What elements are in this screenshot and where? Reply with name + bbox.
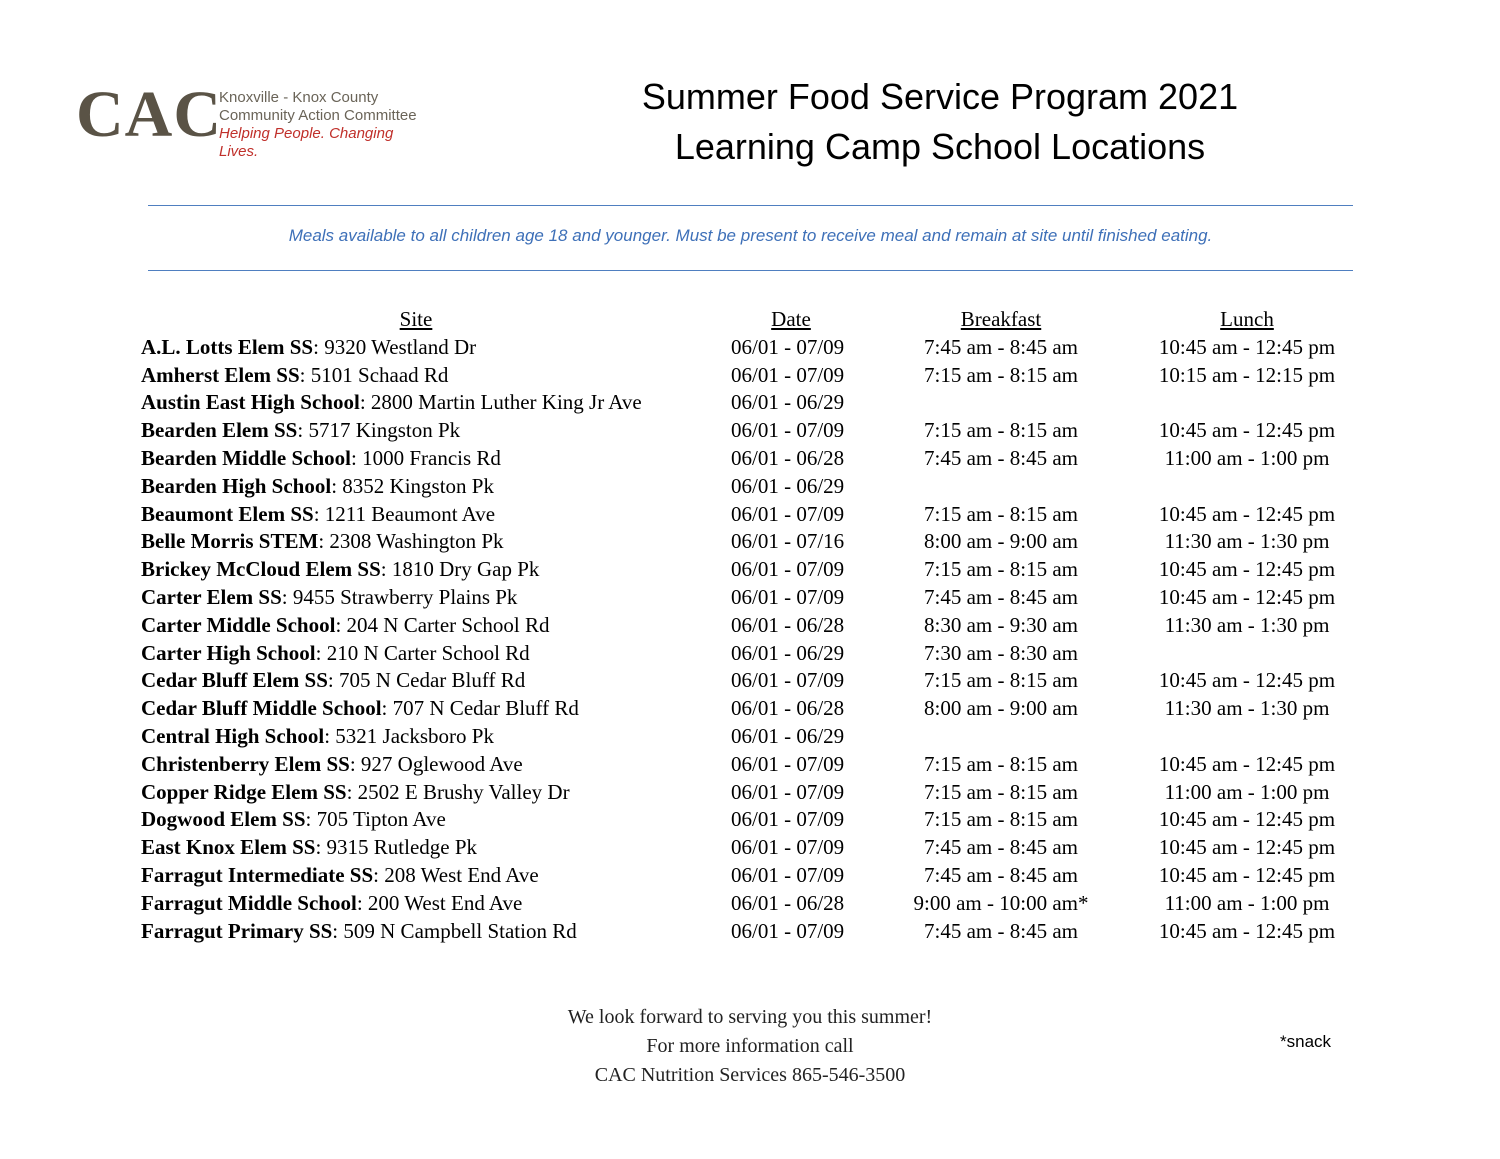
site-sep: : xyxy=(346,779,358,804)
site-address: 2502 E Brushy Valley Dr xyxy=(357,779,570,804)
site-cell xyxy=(141,862,539,890)
breakfast-cell: 8:30 am - 9:30 am xyxy=(924,612,1078,637)
lunch-cell: 10:45 am - 12:45 pm xyxy=(1158,334,1336,359)
site-sep: : xyxy=(359,390,371,415)
site-name: Carter Middle School xyxy=(141,612,336,637)
site-address: 8352 Kingston Pk xyxy=(342,473,494,498)
site-name: Farragut Intermediate SS xyxy=(141,862,374,887)
site-address: 9320 Westland Dr xyxy=(324,334,477,359)
site-sep: : xyxy=(313,501,325,526)
site-name: Austin East High School xyxy=(141,390,360,415)
site-cell xyxy=(141,834,477,862)
site-name: Cedar Bluff Middle School xyxy=(141,696,382,721)
site-cell xyxy=(141,528,504,556)
site-cell xyxy=(141,362,448,390)
site-cell xyxy=(141,918,577,946)
date-cell: 06/01 - 06/29 xyxy=(731,723,845,748)
logo-org-line2: Community Action Committee xyxy=(219,107,417,124)
table-row xyxy=(141,806,1371,834)
bottom-divider xyxy=(148,270,1353,271)
site-sep: : xyxy=(315,835,327,860)
site-name: Christenberry Elem SS xyxy=(141,751,350,776)
schedule-rows xyxy=(141,334,1371,946)
table-row xyxy=(141,473,1371,501)
site-sep: : xyxy=(318,529,330,554)
site-sep: : xyxy=(313,334,325,359)
site-address: 208 West End Ave xyxy=(384,862,539,887)
table-row xyxy=(141,890,1371,918)
breakfast-cell: 7:15 am - 8:15 am xyxy=(924,557,1078,582)
site-name: Copper Ridge Elem SS xyxy=(141,779,347,804)
site-sep: : xyxy=(332,918,344,943)
site-name: Farragut Primary SS xyxy=(141,918,333,943)
lunch-cell: 11:00 am - 1:00 pm xyxy=(1164,445,1330,470)
cac-logo xyxy=(76,78,436,160)
site-sep: : xyxy=(380,557,392,582)
footer-line-1: We look forward to serving you this summer! xyxy=(567,1006,933,1028)
lunch-cell: 10:45 am - 12:45 pm xyxy=(1158,557,1336,582)
table-row xyxy=(141,667,1371,695)
lunch-cell: 11:00 am - 1:00 pm xyxy=(1164,890,1330,915)
title-line-1: Summer Food Service Program 2021 xyxy=(641,76,1239,117)
date-cell: 06/01 - 06/28 xyxy=(731,890,845,915)
table-row xyxy=(141,640,1371,668)
site-cell xyxy=(141,445,501,473)
page-title xyxy=(560,72,1320,172)
breakfast-cell: 7:45 am - 8:45 am xyxy=(924,334,1078,359)
site-name: Bearden Elem SS xyxy=(141,418,298,443)
site-cell xyxy=(141,556,539,584)
lunch-cell: 10:45 am - 12:45 pm xyxy=(1158,862,1336,887)
site-cell xyxy=(141,334,476,362)
schedule-table xyxy=(141,306,1371,945)
site-sep: : xyxy=(299,362,311,387)
breakfast-cell: 8:00 am - 9:00 am xyxy=(924,696,1078,721)
site-cell xyxy=(141,723,494,751)
lunch-cell: 10:45 am - 12:45 pm xyxy=(1158,807,1336,832)
breakfast-cell: 7:15 am - 8:15 am xyxy=(924,807,1078,832)
table-row xyxy=(141,445,1371,473)
lunch-cell: 10:45 am - 12:45 pm xyxy=(1158,584,1336,609)
lunch-cell: 10:45 am - 12:45 pm xyxy=(1158,918,1336,943)
lunch-cell: 10:45 am - 12:45 pm xyxy=(1158,668,1336,693)
breakfast-cell: 9:00 am - 10:00 am* xyxy=(913,890,1089,915)
title-line-2: Learning Camp School Locations xyxy=(674,126,1206,167)
site-address: 1000 Francis Rd xyxy=(362,445,501,470)
logo-org-line1: Knoxville - Knox County xyxy=(219,89,379,106)
date-cell: 06/01 - 07/16 xyxy=(731,529,845,554)
table-row xyxy=(141,389,1371,417)
table-row xyxy=(141,834,1371,862)
site-sep: : xyxy=(351,445,363,470)
top-divider xyxy=(148,205,1353,206)
table-row xyxy=(141,528,1371,556)
site-sep: : xyxy=(331,473,343,498)
site-address: 5717 Kingston Pk xyxy=(308,418,461,443)
table-row xyxy=(141,334,1371,362)
breakfast-cell: 7:15 am - 8:15 am xyxy=(924,751,1078,776)
header-site: Site xyxy=(399,307,433,331)
date-cell: 06/01 - 07/09 xyxy=(731,862,845,887)
site-sep: : xyxy=(281,584,293,609)
date-cell: 06/01 - 07/09 xyxy=(731,751,845,776)
table-row xyxy=(141,862,1371,890)
site-address: 707 N Cedar Bluff Rd xyxy=(392,696,579,721)
date-cell: 06/01 - 07/09 xyxy=(731,557,845,582)
date-cell: 06/01 - 07/09 xyxy=(731,807,845,832)
site-name: Farragut Middle School xyxy=(141,890,357,915)
lunch-cell: 11:30 am - 1:30 pm xyxy=(1164,696,1330,721)
site-cell xyxy=(141,584,517,612)
lunch-cell: 10:15 am - 12:15 pm xyxy=(1158,362,1336,387)
footer-line-2: For more information call xyxy=(646,1035,854,1057)
table-row xyxy=(141,417,1371,445)
lunch-cell: 10:45 am - 12:45 pm xyxy=(1158,835,1336,860)
site-sep: : xyxy=(356,890,368,915)
site-sep: : xyxy=(305,807,317,832)
site-name: Amherst Elem SS xyxy=(141,362,300,387)
logo-text xyxy=(219,89,436,161)
site-cell xyxy=(141,417,460,445)
date-cell: 06/01 - 07/09 xyxy=(731,584,845,609)
date-cell: 06/01 - 07/09 xyxy=(731,918,845,943)
site-name: East Knox Elem SS xyxy=(141,835,316,860)
site-cell xyxy=(141,751,523,779)
site-cell xyxy=(141,640,530,668)
site-name: Central High School xyxy=(141,723,325,748)
site-address: 2800 Martin Luther King Jr Ave xyxy=(370,390,642,415)
site-address: 9315 Rutledge Pk xyxy=(326,835,478,860)
date-cell: 06/01 - 07/09 xyxy=(731,835,845,860)
site-sep: : xyxy=(349,751,361,776)
table-row xyxy=(141,751,1371,779)
site-sep: : xyxy=(297,418,309,443)
site-name: Carter High School xyxy=(141,640,316,665)
site-address: 705 N Cedar Bluff Rd xyxy=(338,668,526,693)
table-row xyxy=(141,501,1371,529)
site-cell xyxy=(141,779,570,807)
site-cell xyxy=(141,695,579,723)
site-address: 927 Oglewood Ave xyxy=(360,751,523,776)
site-name: Bearden Middle School xyxy=(141,445,352,470)
date-cell: 06/01 - 06/29 xyxy=(731,390,845,415)
date-cell: 06/01 - 07/09 xyxy=(731,418,845,443)
site-name: Cedar Bluff Elem SS xyxy=(141,668,328,693)
site-address: 1211 Beaumont Ave xyxy=(324,501,496,526)
date-cell: 06/01 - 07/09 xyxy=(731,668,845,693)
eligibility-notice: Meals available to all children age 18 and younger. Must be present to receive meal and remain at site until finished eating. xyxy=(288,226,1213,245)
breakfast-cell: 7:15 am - 8:15 am xyxy=(924,501,1078,526)
breakfast-cell: 7:15 am - 8:15 am xyxy=(924,362,1078,387)
schedule-header xyxy=(141,306,1371,334)
date-cell: 06/01 - 07/09 xyxy=(731,779,845,804)
header-lunch: Lunch xyxy=(1220,307,1274,331)
date-cell: 06/01 - 07/09 xyxy=(731,334,845,359)
breakfast-cell: 7:15 am - 8:15 am xyxy=(924,779,1078,804)
table-row xyxy=(141,612,1371,640)
date-cell: 06/01 - 06/28 xyxy=(731,612,845,637)
date-cell: 06/01 - 07/09 xyxy=(731,501,845,526)
lunch-cell: 10:45 am - 12:45 pm xyxy=(1158,751,1336,776)
date-cell: 06/01 - 06/28 xyxy=(731,445,845,470)
site-cell xyxy=(141,612,550,640)
breakfast-cell: 7:15 am - 8:15 am xyxy=(924,668,1078,693)
breakfast-cell: 8:00 am - 9:00 am xyxy=(924,529,1078,554)
site-address: 204 N Carter School Rd xyxy=(346,612,550,637)
site-sep: : xyxy=(335,612,347,637)
site-sep: : xyxy=(381,696,393,721)
site-cell xyxy=(141,667,525,695)
site-address: 210 N Carter School Rd xyxy=(326,640,530,665)
site-address: 509 N Campbell Station Rd xyxy=(343,918,577,943)
header-date: Date xyxy=(771,307,811,331)
site-cell xyxy=(141,501,495,529)
site-address: 2308 Washington Pk xyxy=(329,529,504,554)
site-cell xyxy=(141,890,522,918)
table-row xyxy=(141,556,1371,584)
site-name: Belle Morris STEM xyxy=(141,529,319,554)
lunch-cell: 11:30 am - 1:30 pm xyxy=(1164,612,1330,637)
site-sep: : xyxy=(315,640,327,665)
site-sep: : xyxy=(327,668,339,693)
table-row xyxy=(141,584,1371,612)
lunch-cell: 11:30 am - 1:30 pm xyxy=(1164,529,1330,554)
site-sep: : xyxy=(373,862,385,887)
site-name: Dogwood Elem SS xyxy=(141,807,306,832)
table-row xyxy=(141,918,1371,946)
date-cell: 06/01 - 06/29 xyxy=(731,473,845,498)
breakfast-cell: 7:45 am - 8:45 am xyxy=(924,918,1078,943)
site-cell xyxy=(141,389,642,417)
breakfast-cell: 7:45 am - 8:45 am xyxy=(924,835,1078,860)
breakfast-cell: 7:45 am - 8:45 am xyxy=(924,862,1078,887)
site-name: Carter Elem SS xyxy=(141,584,282,609)
footer-message xyxy=(460,1003,1040,1090)
table-row xyxy=(141,695,1371,723)
lunch-cell: 10:45 am - 12:45 pm xyxy=(1158,418,1336,443)
table-row xyxy=(141,779,1371,807)
site-address: 5321 Jacksboro Pk xyxy=(335,723,494,748)
breakfast-cell: 7:45 am - 8:45 am xyxy=(924,584,1078,609)
logo-mark: CAC xyxy=(76,78,222,151)
header-breakfast: Breakfast xyxy=(960,307,1042,331)
table-row xyxy=(141,362,1371,390)
site-name: Bearden High School xyxy=(141,473,332,498)
site-name: Beaumont Elem SS xyxy=(141,501,314,526)
date-cell: 06/01 - 07/09 xyxy=(731,362,845,387)
site-cell xyxy=(141,806,446,834)
site-address: 705 Tipton Ave xyxy=(316,807,446,832)
site-name: Brickey McCloud Elem SS xyxy=(141,557,381,582)
table-row xyxy=(141,723,1371,751)
breakfast-cell: 7:45 am - 8:45 am xyxy=(924,445,1078,470)
site-address: 5101 Schaad Rd xyxy=(310,362,449,387)
site-address: 9455 Strawberry Plains Pk xyxy=(292,584,518,609)
site-cell xyxy=(141,473,494,501)
site-address: 200 West End Ave xyxy=(367,890,523,915)
site-name: A.L. Lotts Elem SS xyxy=(141,334,314,359)
snack-footnote: *snack xyxy=(1280,1032,1332,1051)
logo-tagline: Helping People. Changing Lives. xyxy=(219,125,394,160)
footer-line-3: CAC Nutrition Services 865-546-3500 xyxy=(594,1064,906,1086)
breakfast-cell: 7:30 am - 8:30 am xyxy=(924,640,1078,665)
breakfast-cell: 7:15 am - 8:15 am xyxy=(924,418,1078,443)
lunch-cell: 11:00 am - 1:00 pm xyxy=(1164,779,1330,804)
date-cell: 06/01 - 06/28 xyxy=(731,696,845,721)
site-address: 1810 Dry Gap Pk xyxy=(391,557,540,582)
date-cell: 06/01 - 06/29 xyxy=(731,640,845,665)
site-sep: : xyxy=(324,723,336,748)
lunch-cell: 10:45 am - 12:45 pm xyxy=(1158,501,1336,526)
